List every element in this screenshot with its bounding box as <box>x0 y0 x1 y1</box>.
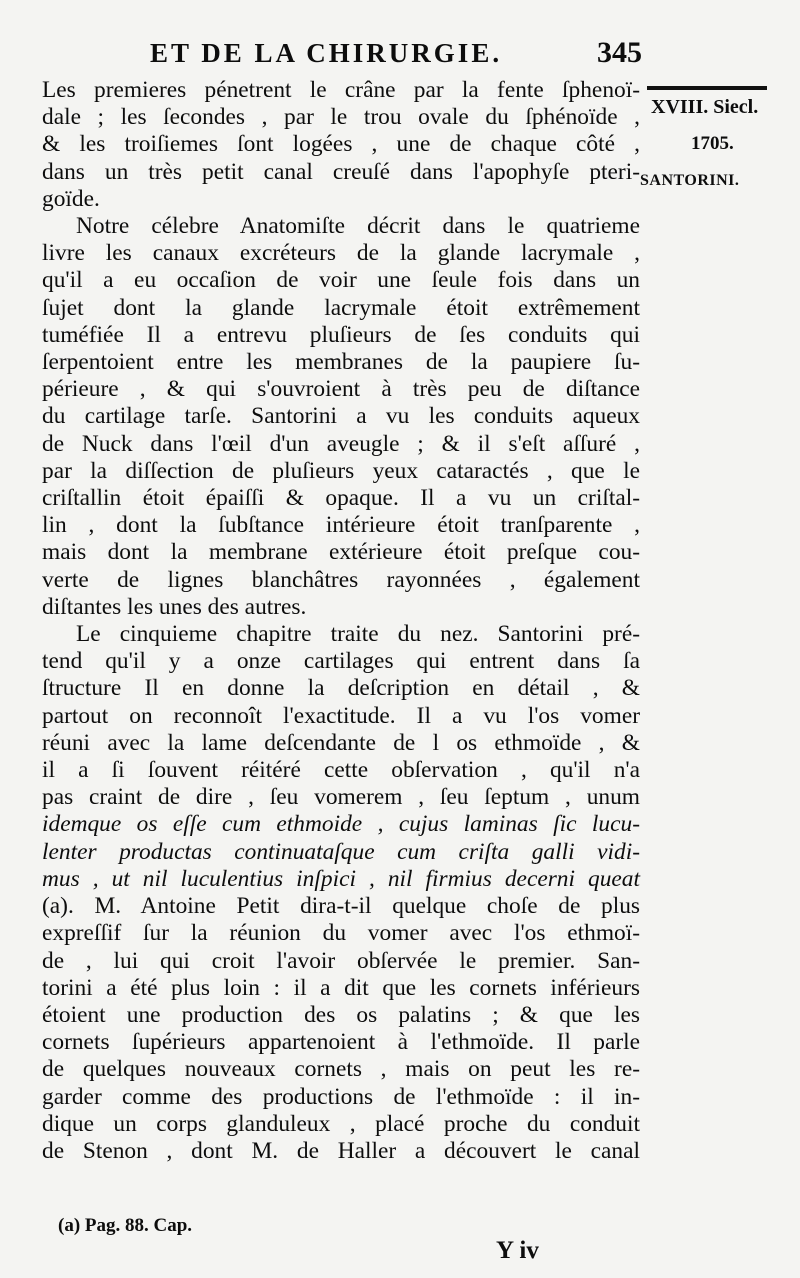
text-line: du cartilage tarſe. Santorini a vu les conduits aqueux <box>42 403 640 430</box>
text-line: étoient une production des os palatins ; & que les <box>42 1001 640 1028</box>
text-line: lin , dont la ſubſtance intérieure étoit tranſparente , <box>42 512 640 539</box>
margin-rule <box>647 86 767 90</box>
text-line: périeure , & qui s'ouvroient à très peu de diſtance <box>42 376 640 403</box>
signature-mark: Y iv <box>496 1237 539 1264</box>
text-line: Les premieres pénetrent le crâne par la fente ſphenoï- <box>42 77 640 103</box>
text-line: mus , ut nil luculentius inſpici , nil firmius decerni queat <box>42 865 640 892</box>
text-line: lenter productas continuataſque cum criſta galli vidi- <box>42 838 640 865</box>
text-line: criſtallin étoit épaiſſi & opaque. Il a vu un criſtal- <box>42 485 640 512</box>
text-line: goïde. <box>42 185 100 212</box>
margin-note-year: 1705. <box>691 133 734 154</box>
body-text <box>42 77 640 1165</box>
text-line: tend qu'il y a onze cartilages qui entrent dans ſa <box>42 648 640 675</box>
text-line: expreſſif ſur la réunion du vomer avec l'os ethmoï- <box>42 920 640 947</box>
margin-note-century: XVIII. Siecl. <box>651 96 759 118</box>
text-line: idemque os eſſe cum ethmoide , cujus laminas ſic lucu- <box>42 811 640 838</box>
text-line: pas craint de dire , ſeu vomerem , ſeu ſeptum , unum <box>42 784 640 811</box>
text-line: il a ſi ſouvent réitéré cette obſervation , qu'il n'a <box>42 757 640 784</box>
text-line: qu'il a eu occaſion de voir une ſeule fois dans un <box>42 267 640 294</box>
text-line: ſtructure Il en donne la deſcription en détail , & <box>42 675 640 702</box>
footnote: (a) Pag. 88. Cap. <box>58 1215 193 1236</box>
text-line: garder comme des productions de l'ethmoïde : il in- <box>42 1083 640 1110</box>
text-line: ſujet dont la glande lacrymale étoit extrêmement <box>42 294 640 321</box>
margin-note-name: SANTORINI. <box>640 172 740 189</box>
text-line: & les troiſiemes ſont logées , une de chaque côté , <box>42 131 640 158</box>
text-line: mais dont la membrane extérieure étoit preſque cou- <box>42 539 640 566</box>
text-line: de quelques nouveaux cornets , mais on peut les re- <box>42 1056 640 1083</box>
page-number: 345 <box>597 36 642 69</box>
text-line: Notre célebre Anatomiſte décrit dans le quatrieme <box>76 213 640 240</box>
text-line: dique un corps glanduleux , placé proche du conduit <box>42 1110 640 1137</box>
text-line: dale ; les ſecondes , par le trou ovale du ſphénoïde , <box>42 104 640 131</box>
text-line: diſtantes les unes des autres. <box>42 593 307 620</box>
text-line: torini a été plus loin : il a dit que les cornets inférieurs <box>42 974 640 1001</box>
text-line: de , lui qui croit l'avoir obſervée le premier. San- <box>42 947 640 974</box>
text-line: Le cinquieme chapitre traite du nez. Santorini pré- <box>76 621 640 648</box>
text-line: de Nuck dans l'œil d'un aveugle ; & il s'eſt aſſuré , <box>42 430 640 457</box>
text-line: cornets ſupérieurs appartenoient à l'ethmoïde. Il parle <box>42 1029 640 1056</box>
text-line: dans un très petit canal creuſé dans l'apophyſe pteri- <box>42 158 640 185</box>
text-line: ſerpentoient entre les membranes de la paupiere ſu- <box>42 349 640 376</box>
text-line: verte de lignes blanchâtres rayonnées , également <box>42 566 640 593</box>
text-line: livre les canaux excréteurs de la glande lacrymale , <box>42 240 640 267</box>
text-line: tuméfiée Il a entrevu pluſieurs de ſes conduits qui <box>42 321 640 348</box>
text-line: (a). M. Antoine Petit dira-t-il quelque choſe de plus <box>42 893 640 920</box>
text-line: de Stenon , dont M. de Haller a découvert le canal <box>42 1137 640 1164</box>
running-head: ET DE LA CHIRURGIE. <box>150 38 503 68</box>
text-line: par la diſſection de pluſieurs yeux cataractés , que le <box>42 457 640 484</box>
text-line: réuni avec la lame deſcendante de l os ethmoïde , & <box>42 729 640 756</box>
text-line: partout on reconnoît l'exactitude. Il a vu l'os vomer <box>42 702 640 729</box>
